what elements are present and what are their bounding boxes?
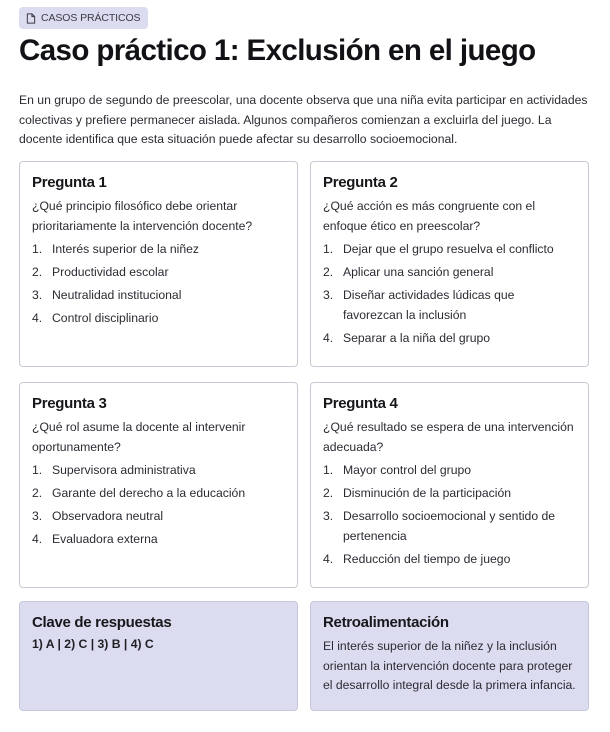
option-number: 4. [323, 330, 334, 345]
option-number: 3. [323, 288, 334, 302]
option-number: 4. [32, 311, 43, 325]
section-badge [19, 7, 148, 29]
question-title: Pregunta 2 [323, 174, 398, 191]
option-text: Diseñar actividades lúdicas que favorezcan la inclusión [343, 288, 515, 322]
question-card-4 [310, 382, 589, 588]
question-title: Pregunta 4 [323, 395, 398, 412]
question-title: Pregunta 1 [32, 174, 107, 191]
option-text: Separar a la niña del grupo [343, 330, 491, 345]
question-text: ¿Qué rol asume la docente al intervenir oportunamente? [32, 420, 246, 454]
option-number: 1. [323, 242, 334, 256]
option-item [323, 507, 576, 546]
option-item [323, 240, 576, 260]
option-number: 3. [32, 288, 43, 302]
option-item [32, 240, 285, 260]
option-text: Control disciplinario [52, 311, 159, 325]
feedback-text: El interés superior de la niñez y la inclusión orientan la intervención docente para proteger el desarrollo integral desde la primera infancia. [323, 639, 576, 692]
option-text: Supervisora administrativa [52, 463, 196, 477]
option-item [32, 530, 285, 550]
option-item [32, 484, 285, 504]
option-item [323, 461, 576, 481]
question-card-1 [19, 161, 298, 367]
option-number: 4. [323, 551, 334, 566]
option-number: 4. [32, 532, 43, 546]
options-list [32, 461, 285, 550]
option-item [323, 550, 576, 570]
option-item [323, 263, 576, 283]
option-text: Reducción del tiempo de juego [343, 551, 511, 566]
page-title: Caso práctico 1: Exclusión en el juego [19, 34, 536, 67]
question-card-2 [310, 161, 589, 367]
answer-key-title: Clave de respuestas [32, 614, 172, 631]
answer-key-value: 1) A | 2) C | 3) B | 4) C [32, 637, 154, 651]
option-item [32, 263, 285, 283]
option-text: Productividad escolar [52, 265, 169, 279]
options-list [32, 240, 285, 329]
option-item [323, 329, 576, 349]
case-description: En un grupo de segundo de preescolar, una docente observa que una niña evita participar en actividades colectivas y prefiere permanecer aislada. Algunos compañeros comienzan a excluirla del juego. La docente identifica que esta situación puede afectar su desarrollo socioemocional. [19, 93, 588, 146]
badge-label: CASOS PRÁCTICOS [41, 12, 141, 24]
options-list [323, 461, 576, 569]
option-text: Disminución de la participación [343, 486, 512, 500]
question-title: Pregunta 3 [32, 395, 107, 412]
feedback-panel [310, 601, 589, 711]
feedback-title: Retroalimentación [323, 614, 449, 631]
option-item [323, 286, 576, 325]
option-text: Desarrollo socioemocional y sentido de pertenencia [343, 509, 556, 543]
question-text: ¿Qué resultado se espera de una intervención adecuada? [323, 420, 574, 454]
option-text: Neutralidad institucional [52, 288, 182, 302]
option-number: 3. [32, 509, 43, 523]
option-text: Garante del derecho a la educación [52, 486, 246, 500]
option-number: 2. [323, 486, 334, 500]
option-text: Mayor control del grupo [343, 463, 472, 477]
option-text: Observadora neutral [52, 509, 164, 523]
option-text: Evaluadora externa [52, 532, 158, 546]
option-number: 1. [323, 463, 334, 477]
option-text: Interés superior de la niñez [52, 242, 200, 256]
option-number: 3. [323, 509, 334, 523]
question-card-3 [19, 382, 298, 588]
option-item [32, 461, 285, 481]
option-item [32, 286, 285, 306]
option-number: 2. [323, 265, 334, 279]
option-number: 1. [32, 242, 43, 256]
answer-key-panel [19, 601, 298, 711]
options-list [323, 240, 576, 348]
option-number: 2. [32, 265, 43, 279]
option-number: 1. [32, 463, 43, 477]
option-item [32, 309, 285, 329]
option-text: Dejar que el grupo resuelva el conflicto [343, 242, 554, 256]
option-item [323, 484, 576, 504]
document-icon [26, 13, 36, 24]
option-item [32, 507, 285, 527]
option-number: 2. [32, 486, 43, 500]
option-text: Aplicar una sanción general [343, 265, 494, 279]
question-text: ¿Qué acción es más congruente con el enfoque ético en preescolar? [323, 199, 536, 233]
question-text: ¿Qué principio filosófico debe orientar prioritariamente la intervención docente? [32, 199, 253, 233]
